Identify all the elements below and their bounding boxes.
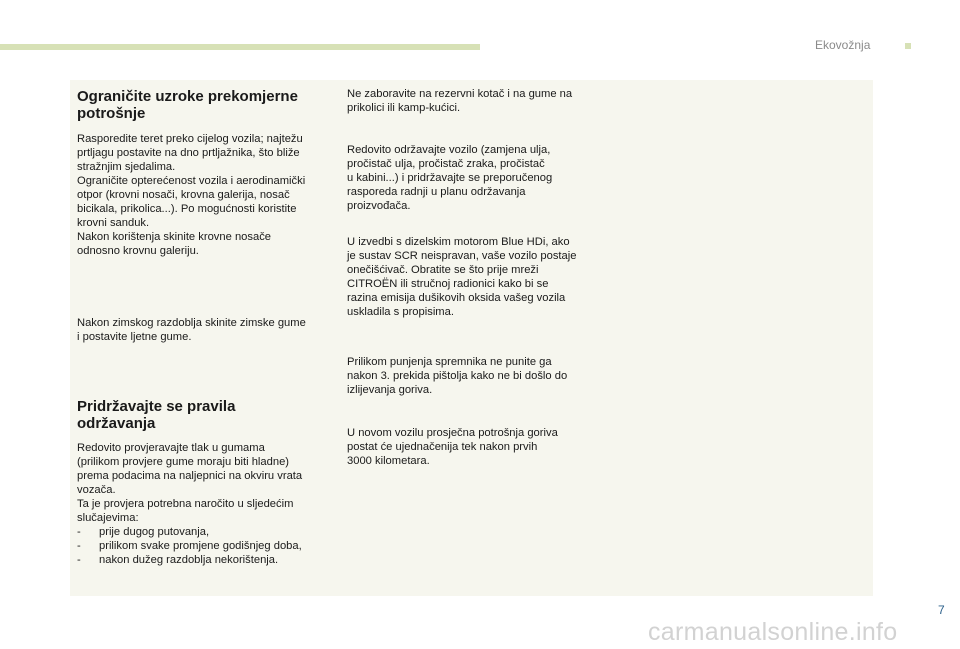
paragraph-load-distribution: Rasporedite teret preko cijelog vozila; najtežu prtljagu postavite na dno prtljažnika, što bliže stražnjim sjedalima. Ograničite opterećenost vozila i aerodinamički otpor (krovni nosači, krovna galerija, nosač bicikala, prikolica...). Po mogućnosti koristite krovni sanduk. Nakon korištenja skinite krovne nosače odnosno krovnu galeriju. <box>77 133 306 257</box>
list-item: - prije dugog putovanja, <box>77 526 210 538</box>
heading-reduce-consumption: Ograničite uzroke prekomjerne potrošnje <box>77 88 298 122</box>
paragraph-scr-system: U izvedbi s dizelskim motorom Blue HDi, ako je sustav SCR neispravan, vaše vozilo postaje onečišćivač. Obratite se što prije mreži CITROËN ili stručnoj radionici kako bi se razina emisija dušikovih oksida vašeg vozila uskladila s propisima. <box>347 236 577 318</box>
list-item: - nakon dužeg razdoblja nekorištenja. <box>77 554 279 566</box>
paragraph-winter-tyres: Nakon zimskog razdoblja skinite zimske gume i postavite ljetne gume. <box>77 317 306 343</box>
paragraph-spare-wheel: Ne zaboravite na rezervni kotač i na gume na prikolici ili kamp-kućici. <box>347 88 573 114</box>
left-column <box>77 88 337 566</box>
right-column <box>347 87 617 467</box>
paragraph-service-schedule: Redovito održavajte vozilo (zamjena ulja, pročistač ulja, pročistač zraka, pročistač u kabini...) i pridržavajte se preporučenog rasporeda radnji u planu održavanja proizvođača. <box>347 144 553 212</box>
section-marker <box>905 43 911 49</box>
list-item: - prilikom svake promjene godišnjeg doba, <box>77 540 302 552</box>
watermark: carmanualsonline.info <box>648 618 898 646</box>
paragraph-new-vehicle: U novom vozilu prosječna potrošnja goriva postat će ujednačenija tek nakon prvih 3000 kilometara. <box>347 427 558 467</box>
paragraph-refuelling: Prilikom punjenja spremnika ne punite ga nakon 3. prekida pištolja kako ne bi došlo do izlijevanja goriva. <box>347 356 568 396</box>
heading-maintenance: Pridržavajte se pravila održavanja <box>77 398 236 432</box>
header-accent-bar <box>0 44 480 50</box>
paragraph-tyre-pressure: Redovito provjeravajte tlak u gumama (prilikom provjere gume moraju biti hladne) prema podacima na naljepnici na okviru vrata vozača. Ta je provjera potrebna naročito u sljedećim slučajevima: <box>77 442 303 524</box>
section-title: Ekovožnja <box>815 38 871 52</box>
page-number: 7 <box>938 603 945 617</box>
